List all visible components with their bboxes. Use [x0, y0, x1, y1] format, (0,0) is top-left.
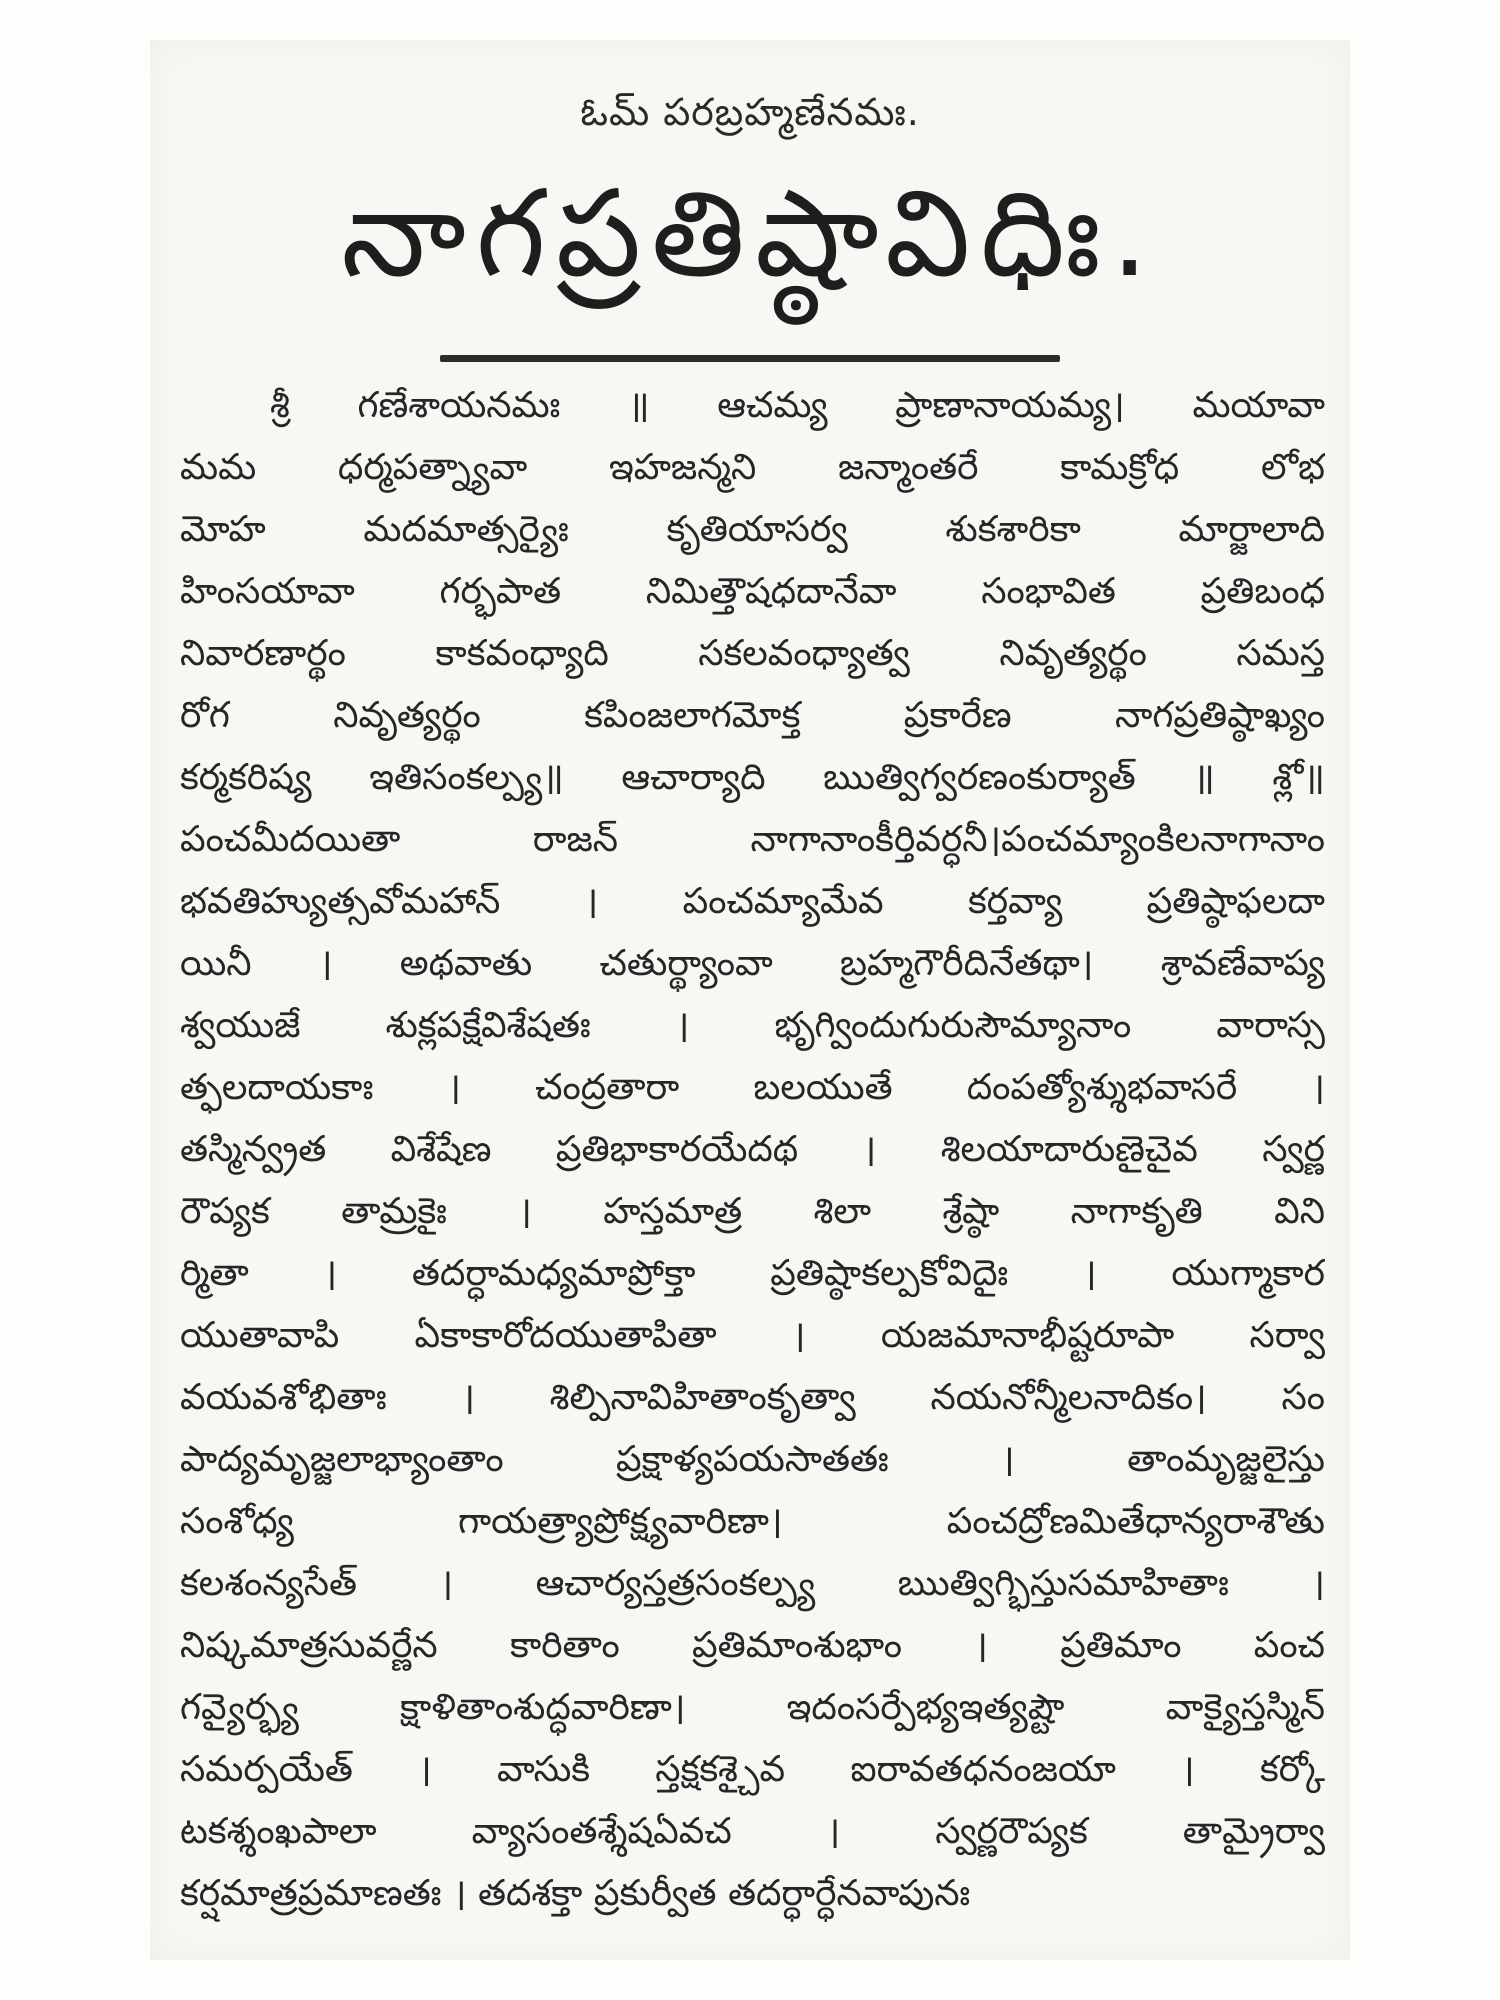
text-line: యుతావాపి ఏకాకారోదయుతాపితా । యజమానాభీష్టరూపా సర్వా	[180, 1315, 1325, 1356]
text-line: శ్రీ గణేశాయనమః ॥ ఆచమ్య ప్రాణానాయమ్య। మయావా	[270, 385, 1325, 426]
text-line: కలశంన్యసేత్ । ఆచార్యస్తత్రసంకల్ప్య ఋత్విగ్భిస్తుసమాహితాః ।	[180, 1563, 1325, 1604]
invocation-heading: ఓమ్ పరబ్రహ్మణేనమః.	[580, 90, 920, 134]
text-line: ర్మితా । తదర్ధామధ్యమాప్రోక్తా ప్రతిష్ఠాకల్పకోవిదైః । యుగ్మాకార	[180, 1253, 1325, 1294]
text-line: మోహ మదమాత్సర్యైః కృతియాసర్వ శుకశారికా మార్జాలాది	[180, 509, 1325, 550]
text-line: నిష్కమాత్రసువర్ణేన కారితాం ప్రతిమాంశుభాం । ప్రతిమాం పంచ	[180, 1625, 1325, 1666]
page-title: నాగప్రతిష్ఠావిధిః.	[341, 165, 1159, 304]
text-line: నివారణార్థం కాకవంధ్యాది సకలవంధ్యాత్వ నివృత్యర్థం సమస్త	[180, 633, 1325, 674]
body-text	[180, 375, 1325, 1925]
text-line: రోగ నివృత్యర్థం కపింజలాగమోక్త ప్రకారేణ నాగప్రతిష్ఠాఖ్యం	[180, 695, 1325, 736]
text-line: పాద్యమృజ్జలాభ్యాంతాం ప్రక్షాళ్యపయసాతతః । తాంమృజ్జలైస్తు	[180, 1439, 1325, 1480]
text-line: యినీ । అథవాతు చతుర్థ్యాంవా బ్రహ్మగౌరీదినేతథా। శ్రావణేవాప్య	[180, 943, 1325, 984]
text-line: సంశోధ్య గాయత్ర్యాప్రోక్ష్యవారిణా। పంచద్రోణమితేధాన్యరాశౌతు	[180, 1501, 1325, 1542]
text-line: తస్మిన్వ్రత విశేషేణ ప్రతిభాకారయేదథ । శిలయాదారుణైచైవ స్వర్ణ	[180, 1129, 1325, 1170]
text-line: హింసయావా గర్భపాత నిమిత్తౌషధదానేవా సంభావిత ప్రతిబంధ	[180, 571, 1325, 612]
paper-sheet	[150, 40, 1350, 1960]
text-line: రౌప్యక తామ్రకైః । హస్తమాత్ర శిలా శ్రేష్ఠా నాగాకృతి విని	[180, 1191, 1325, 1232]
text-line: గవ్యైర్భ్య క్షాళితాంశుద్ధవారిణా। ఇదంసర్పేభ్యఇత్యష్టౌ వాక్యైస్తస్మిన్	[180, 1687, 1325, 1728]
text-line: మమ ధర్మపత్న్యావా ఇహజన్మని జన్మాంతరే కామక్రోధ లోభ	[180, 447, 1325, 488]
text-line: శ్వయుజే శుక్లపక్షేవిశేషతః । భృగ్విందుగురుసౌమ్యానాం వారాస్స	[180, 1005, 1325, 1046]
text-line: త్ఫలదాయకాః । చంద్రతారా బలయుతే దంపత్యోశ్శుభవాసరే ।	[180, 1067, 1325, 1108]
text-line: వయవశోభితాః । శిల్పినావిహితాంకృత్వా నయనోన్మీలనాదికం। సం	[180, 1377, 1325, 1418]
text-line: టకశ్శంఖపాలా వ్యాసంతశ్శేషఏవచ । స్వర్ణరౌప్యక తామ్రైర్వా	[180, 1811, 1325, 1852]
text-line: పంచమీదయితా రాజన్ నాగానాంకీర్తివర్ధనీ।పంచమ్యాంకిలనాగానాం	[180, 819, 1325, 860]
text-line: కర్మకరిష్య ఇతిసంకల్ప్య॥ ఆచార్యాది ఋత్విగ్వరణంకుర్యాత్ ॥ శ్లో॥	[180, 757, 1325, 798]
text-line: సమర్పయేత్ । వాసుకి స్తక్షకశ్చైవ ఐరావతధనంజయా । కర్కో	[180, 1749, 1325, 1790]
title-underline	[440, 355, 1060, 362]
text-line: కర్షమాత్రప్రమాణతః । తదశక్తా ప్రకుర్వీత తదర్ధార్ధేనవాపునః	[180, 1873, 971, 1914]
text-line: భవతిహ్యుత్సవోమహాన్ । పంచమ్యామేవ కర్తవ్యా ప్రతిష్ఠాఫలదా	[180, 881, 1325, 922]
